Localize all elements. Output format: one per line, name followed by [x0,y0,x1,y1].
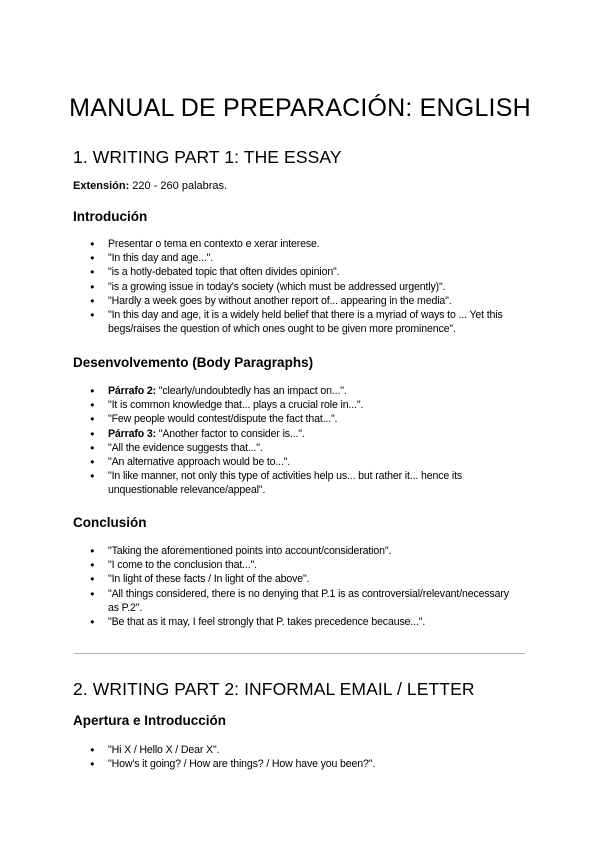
list-item [0,427,513,441]
length-value: 220 - 260 palabras. [129,180,228,192]
conclusion-list [0,544,513,629]
body-paragraphs-list [0,384,513,498]
list-item: ● "Hi X / Hello X / Dear X". [0,743,513,757]
section-divider [74,653,525,654]
essay-length-line [73,180,227,192]
list-item: ● "In this day and age...". [0,251,513,265]
list-item: ● "I come to the conclusion that...". [0,558,513,572]
item-label: Párrafo 3: [108,427,156,440]
list-item: ● "is a hotly-debated topic that often divides opinion". [0,265,513,279]
list-item: ● "Hardly a week goes by without another report of... appearing in the media". [0,294,513,308]
item-text: "In like manner, not only this type of activities help us... but rather it... hence its unquestionable relevance/appeal". [108,470,463,497]
subheading-body-paragraphs: Desenvolvemento (Body Paragraphs) [73,355,314,370]
list-item: ● "Be that as it may, I feel strongly that P. takes precedence because...". [0,615,513,629]
list-item [0,455,513,469]
item-text: "An alternative approach would be to...". [108,456,291,469]
section-heading-essay: 1. WRITING PART 1: THE ESSAY [73,147,342,167]
document-title: MANUAL DE PREPARACIÓN: ENGLISH [69,94,531,122]
list-item: ● "Taking the aforementioned points into account/consideration". [0,544,513,558]
item-label: Párrafo 2: [108,385,156,397]
item-text: "It is common knowledge that... plays a crucial role in...". [108,399,364,412]
list-item [0,398,513,412]
list-item: ● "In light of these facts / In light of the above". [0,572,513,586]
list-item: ● "is a growing issue in today's society (which must be addressed urgently)". [0,280,513,294]
opening-list [0,743,513,771]
item-text: "All the evidence suggests that...". [108,441,263,454]
list-item [0,384,513,398]
length-label: Extensión: [73,180,130,192]
list-item: ● "In this day and age, it is a widely held belief that there is a myriad of ways to ... Yet this begs/raises the question of which ones ought to be given more prominence". [0,308,513,336]
list-item: ● Presentar o tema en contexto e xerar interese. [0,237,513,251]
list-item [0,441,513,455]
list-item: ● "How's it going? / How are things? / How have you been?". [0,757,513,771]
item-text: "Another factor to consider is...". [155,427,305,440]
item-text: "Few people would contest/dispute the fact that...". [108,413,338,426]
list-item [0,469,513,497]
list-item: ● "All things considered, there is no denying that P.1 is as controversial/relevant/necessary as P.2". [0,587,513,615]
list-item [0,412,513,426]
item-text: "clearly/undoubtedly has an impact on...". [155,385,347,397]
subheading-opening: Apertura e Introducción [73,713,227,728]
introduction-list [0,237,513,336]
subheading-conclusion: Conclusión [73,515,147,530]
section-heading-informal-email: 2. WRITING PART 2: INFORMAL EMAIL / LETTER [73,679,475,699]
subheading-introduction: Introdución [73,209,148,224]
